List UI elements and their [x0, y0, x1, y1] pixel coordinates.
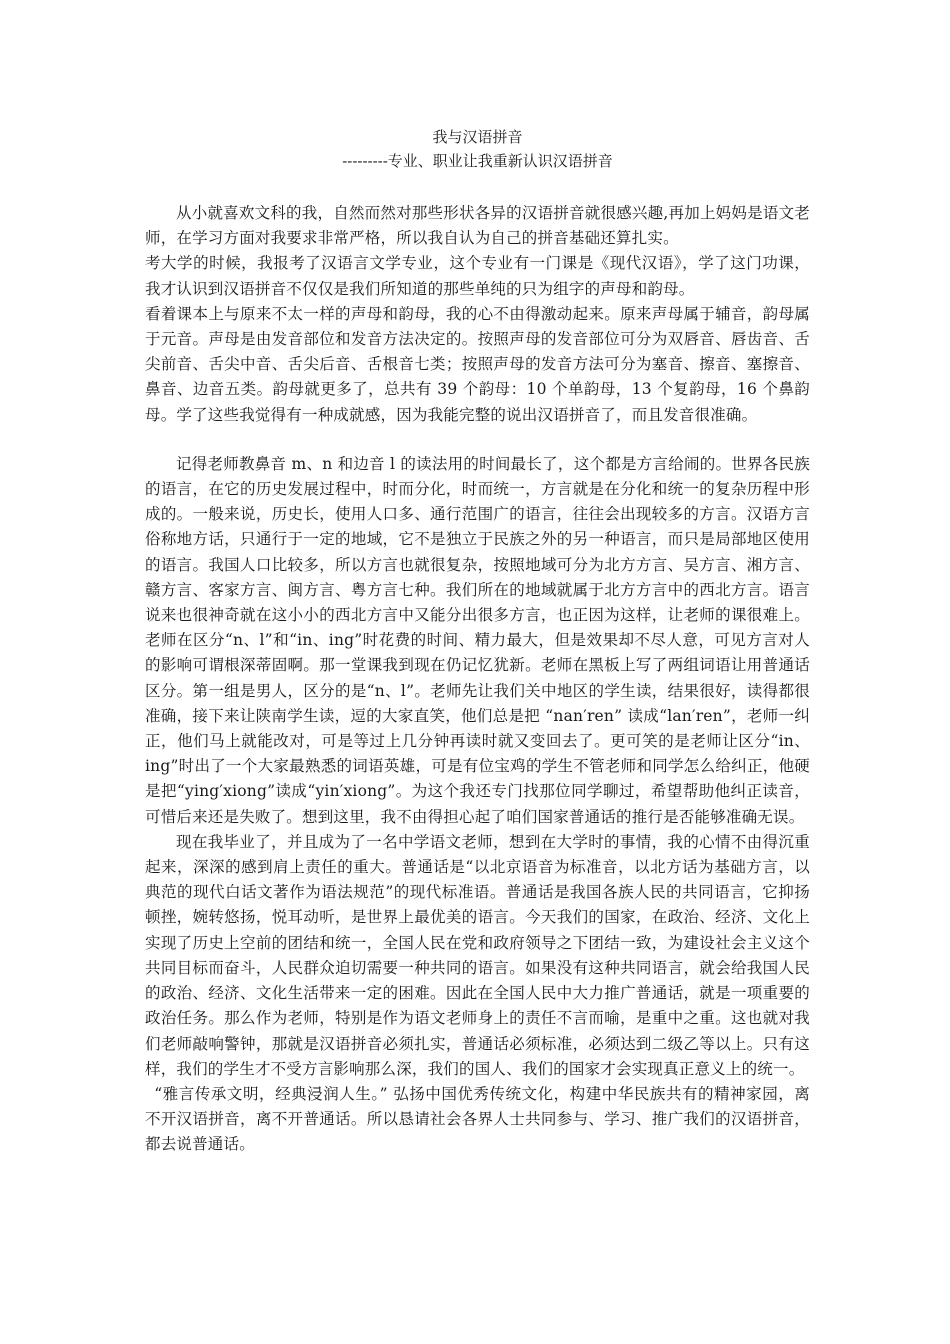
paragraph-childhood: 从小就喜欢文科的我，自然而然对那些形状各异的汉语拼音就很感兴趣,再加上妈妈是语文老师，在学习方面对我要求非常严格，所以我自认为自己的拼音基础还算扎实。: [145, 204, 810, 248]
paragraph-conclusion: “雅言传承文明，经典浸润人生。” 弘扬中国优秀传统文化，构建中华民族共有的精神家园，离不开汉语拼音，离不开普通话。所以恳请社会各界人士共同参与、学习、推广我们的汉语拼音，都去说普通话。: [145, 1084, 810, 1154]
document-subtitle: ---------专业、职业让我重新认识汉语拼音: [342, 152, 613, 170]
paragraph-teacher-mandarin: 现在我毕业了，并且成为了一名中学语文老师，想到在大学时的事情，我的心情不由得沉重起来，深深的感到肩上责任的重大。普通话是“以北京语音为标准音，以北方话为基础方言，以典范的现代白话文著作为语法规范”的现代标准语。普通话是我国各族人民的共同语言，它抑扬顿挫，婉转悠扬，悦耳动听，是世界上最优美的语言。今天我们的国家，在政治、经济、文化上实现了历史上空前的团结和统一，全国人民在党和政府领导之下团结一致，为建设社会主义这个共同目标而奋斗，人民群众迫切需要一种共同的语言。如果没有这种共同语言，就会给我国人民的政治、经济、文化生活带来一定的困难。因此在全国人民中大力推广普通话，就是一项重要的政治任务。那么作为老师，特别是作为语文老师身上的责任不言而喻，是重中之重。这也就对我们老师敲响警钟，那就是汉语拼音必须扎实，普通话必须标准，必须达到二级乙等以上。只有这样，我们的学生才不受方言影响那么深，我们的国人、我们的国家才会实现真正意义上的统一。: [145, 832, 810, 1078]
paragraph-university: 考大学的时候，我报考了汉语言文学专业，这个专业有一门课是《现代汉语》，学了这门功课，我才认识到汉语拼音不仅仅是我们所知道的那些单纯的只为组字的声母和韵母。: [145, 254, 810, 298]
paragraph-dialects: 记得老师教鼻音 m、n 和边音 l 的读法用的时间最长了，这个都是方言给闹的。世界各民族的语言，在它的历史发展过程中，时而分化，时而统一，方言就是在分化和统一的复杂历程中形成的。一般来说，历史长，使用人口多、通行范围广的语言，往往会出现较多的方言。汉语方言俗称地方话，只通行于一定的地域，它不是独立于民族之外的另一种语言，而只是局部地区使用的语言。我国人口比较多，所以方言也就很复杂，按照地域可分为北方方言、吴方言、湘方言、赣方言、客家方言、闽方言、粤方言七种。我们所在的地域就属于北方方言中的西北方言。语言说来也很神奇就在这小小的西北方言中又能分出很多方言，也正因为这样，让老师的课很难上。老师在区分“n、l”和“in、ing”时花费的时间、精力最大，但是效果却不尽人意，可见方言对人的影响可谓根深蒂固啊。那一堂课我到现在仍记忆犹新。老师在黑板上写了两组词语让用普通话区分。第一组是男人，区分的是“n、l”。老师先让我们关中地区的学生读，结果很好，读得都很准确，接下来让陕南学生读，逗的大家直笑，他们总是把 “nan′ren” 读成“lan′ren”，老师一纠正，他们马上就能改对，可是等过上几分钟再读时就又变回去了。更可笑的是老师让区分“in、ing”时出了一个大家最熟悉的词语英雄，可是有位宝鸡的学生不管老师和同学怎么给纠正，他硬是把“ying′xiong”读成“yin′xiong”。为这个我还专门找那位同学聊过，希望帮助他纠正读音，可惜后来还是失败了。想到这里，我不由得担心起了咱们国家普通话的推行是否能够准确无误。: [145, 454, 810, 826]
document-page: [145, 125, 810, 1158]
paragraph-initials-finals: 看着课本上与原来不太一样的声母和韵母，我的心不由得激动起来。原来声母属于辅音，韵母属于元音。声母是由发音部位和发音方法决定的。按照声母的发音部位可分为双唇音、唇齿音、舌尖前音、舌尖中音、舌尖后音、舌根音七类；按照声母的发音方法可分为塞音、擦音、塞擦音、鼻音、边音五类。韵母就更多了，总共有 39 个韵母：10 个单韵母，13 个复韵母，16 个鼻韵母。学了这些我觉得有一种成就感，因为我能完整的说出汉语拼音了，而且发音很准确。: [145, 304, 810, 424]
document-title: 我与汉语拼音: [432, 128, 523, 146]
